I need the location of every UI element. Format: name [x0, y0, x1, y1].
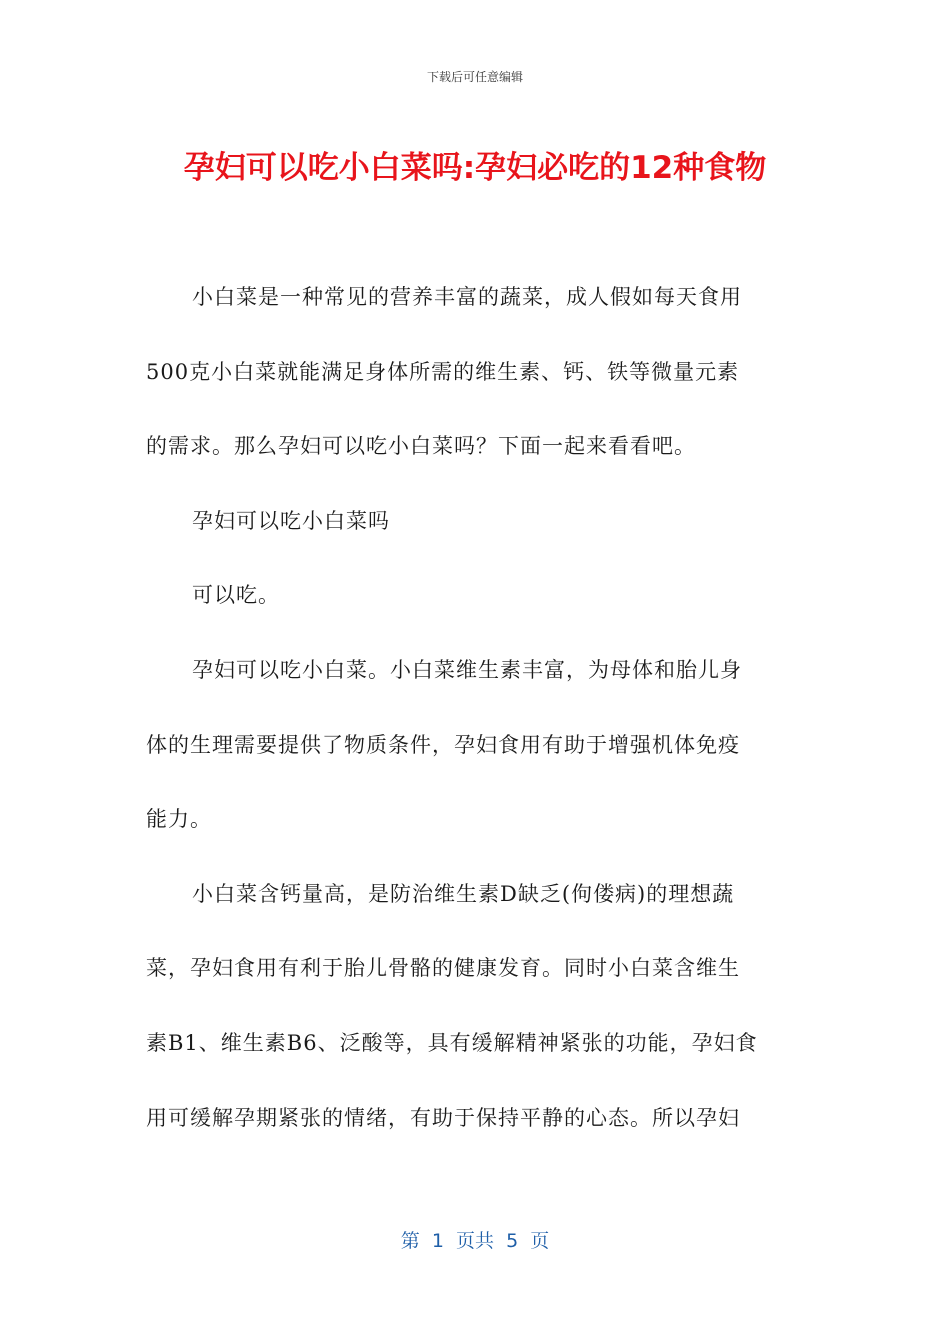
paragraph-line: 孕妇可以吃小白菜。小白菜维生素丰富，为母体和胎儿身 — [192, 657, 742, 682]
section-heading: 孕妇可以吃小白菜吗 — [192, 508, 390, 533]
paragraph-line: 用可缓解孕期紧张的情绪，有助于保持平静的心态。所以孕妇 — [146, 1105, 740, 1130]
document-title: 孕妇可以吃小白菜吗:孕妇必吃的12种食物 — [183, 150, 767, 186]
paragraph-line: 素B1、维生素B6、泛酸等，具有缓解精神紧张的功能，孕妇食 — [146, 1030, 758, 1055]
paragraph-line: 500克小白菜就能满足身体所需的维生素、钙、铁等微量元素 — [146, 359, 740, 384]
page-number: 第 1 页共 5 页 — [400, 1230, 550, 1252]
header-note: 下载后可任意编辑 — [426, 70, 523, 84]
paragraph-line: 的需求。那么孕妇可以吃小白菜吗？下面一起来看看吧。 — [146, 434, 696, 459]
paragraph-line: 体的生理需要提供了物质条件，孕妇食用有助于增强机体免疫 — [146, 732, 740, 757]
paragraph-line: 小白菜含钙量高，是防治维生素D缺乏(佝偻病)的理想蔬 — [192, 881, 735, 906]
paragraph-line: 可以吃。 — [192, 583, 280, 608]
document-body — [146, 270, 806, 1165]
paragraph-line: 能力。 — [146, 807, 212, 832]
paragraph-line: 菜，孕妇食用有利于胎儿骨骼的健康发育。同时小白菜含维生 — [146, 956, 740, 981]
paragraph-line: 小白菜是一种常见的营养丰富的蔬菜，成人假如每天食用 — [192, 285, 742, 309]
